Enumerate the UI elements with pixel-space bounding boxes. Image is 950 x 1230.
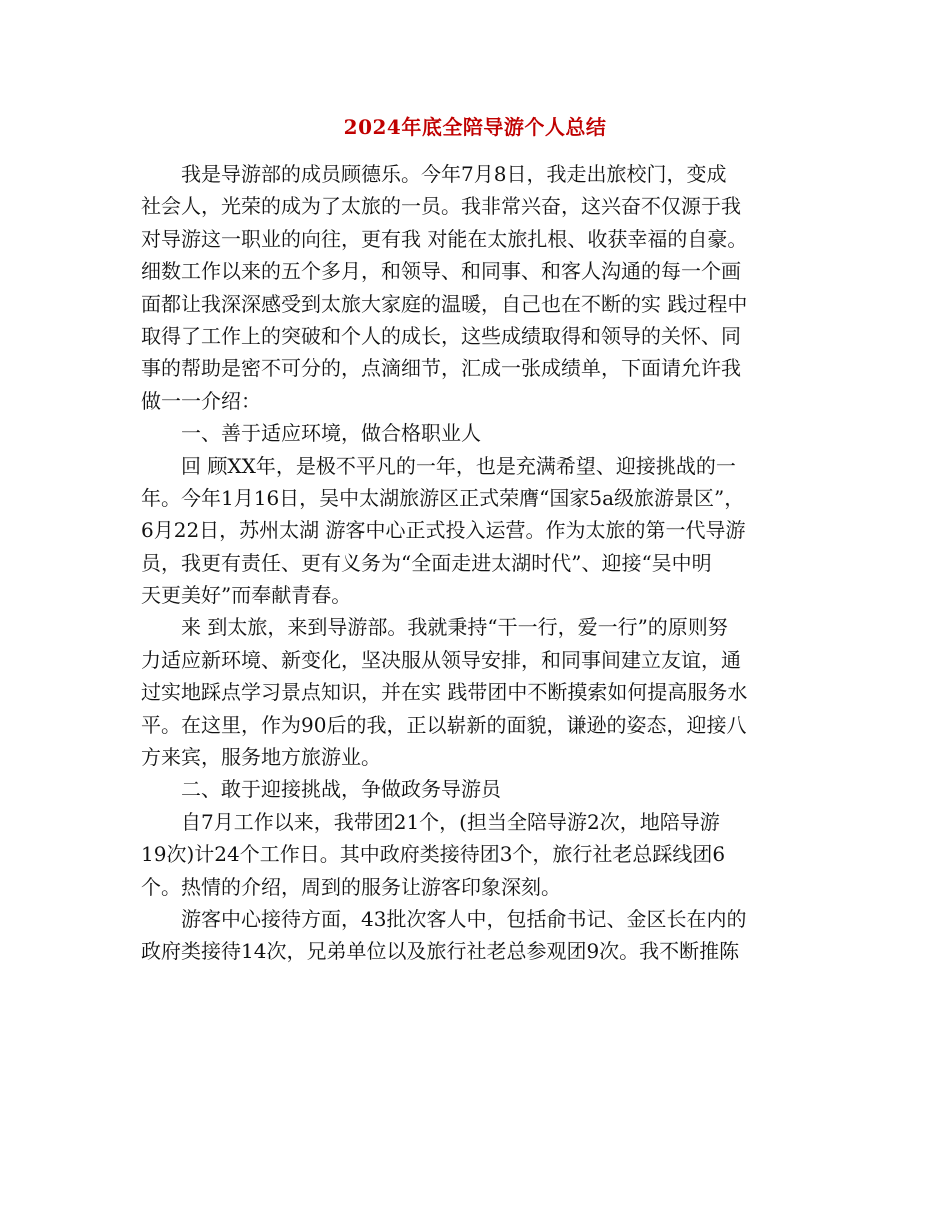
document-body: [141, 158, 811, 968]
text-line: 社会人，光荣的成为了太旅的一员。我非常兴奋，这兴奋不仅源于我: [141, 194, 741, 219]
text-line: 方来宾，服务地方旅游业。: [141, 745, 381, 770]
text-line: 面都让我深深感受到太旅大家庭的温暖，自己也在不断的实 践过程中: [141, 291, 748, 316]
text-line: 自7月工作以来，我带团21个，(担当全陪导游2次，地陪导游: [181, 809, 720, 834]
text-line: 细数工作以来的五个多月，和领导、和同事、和客人沟通的每一个画: [141, 259, 741, 284]
text-line: 事的帮助是密不可分的，点滴细节，汇成一张成绩单，下面请允许我: [141, 356, 741, 381]
text-line: 个。热情的介绍，周到的服务让游客印象深刻。: [141, 874, 561, 899]
text-line: 员，我更有责任、更有义务为“全面走进太湖时代”、迎接“吴中明: [141, 550, 712, 575]
text-line: 一、善于适应环境，做合格职业人: [181, 421, 481, 446]
text-line: 平。在这里，作为90后的我，正以崭新的面貌，谦逊的姿态，迎接八: [141, 712, 747, 737]
document-title: 2024年底全陪导游个人总结: [343, 115, 607, 139]
text-line: 取得了工作上的突破和个人的成长，这些成绩取得和领导的关怀、同: [141, 323, 741, 348]
text-line: 我是导游部的成员顾德乐。今年7月8日，我走出旅校门，变成: [181, 162, 727, 186]
text-line: 19次)计24个工作日。其中政府类接待团3个，旅行社老总踩线团6: [141, 842, 726, 867]
text-line: 年。今年1月16日，吴中太湖旅游区正式荣膺“国家5a级旅游景区”，: [141, 485, 745, 510]
text-line: 回 顾XX年，是极不平凡的一年，也是充满希望、迎接挑战的一: [181, 453, 736, 478]
text-line: 过实地踩点学习景点知识，并在实 践带团中不断摸索如何提高服务水: [141, 680, 748, 705]
text-line: 来 到太旅，来到导游部。我就秉持“干一行，爱一行”的原则努: [181, 615, 728, 640]
text-line: 做一一介绍：: [141, 388, 261, 413]
text-line: 游客中心接待方面，43批次客人中，包括俞书记、金区长在内的: [181, 906, 747, 931]
text-line: 6月22日，苏州太湖 游客中心正式投入运营。作为太旅的第一代导游: [141, 518, 746, 543]
text-line: 对导游这一职业的向往，更有我 对能在太旅扎根、收获幸福的自豪。: [141, 226, 748, 251]
text-line: 二、敢于迎接挑战，争做政务导游员: [181, 777, 501, 802]
text-line: 政府类接待14次，兄弟单位以及旅行社老总参观团9次。我不断推陈: [141, 939, 740, 964]
text-line: 力适应新环境、新变化，坚决服从领导安排，和同事间建立友谊，通: [141, 647, 741, 672]
text-line: 天更美好”而奉献青春。: [141, 583, 352, 608]
